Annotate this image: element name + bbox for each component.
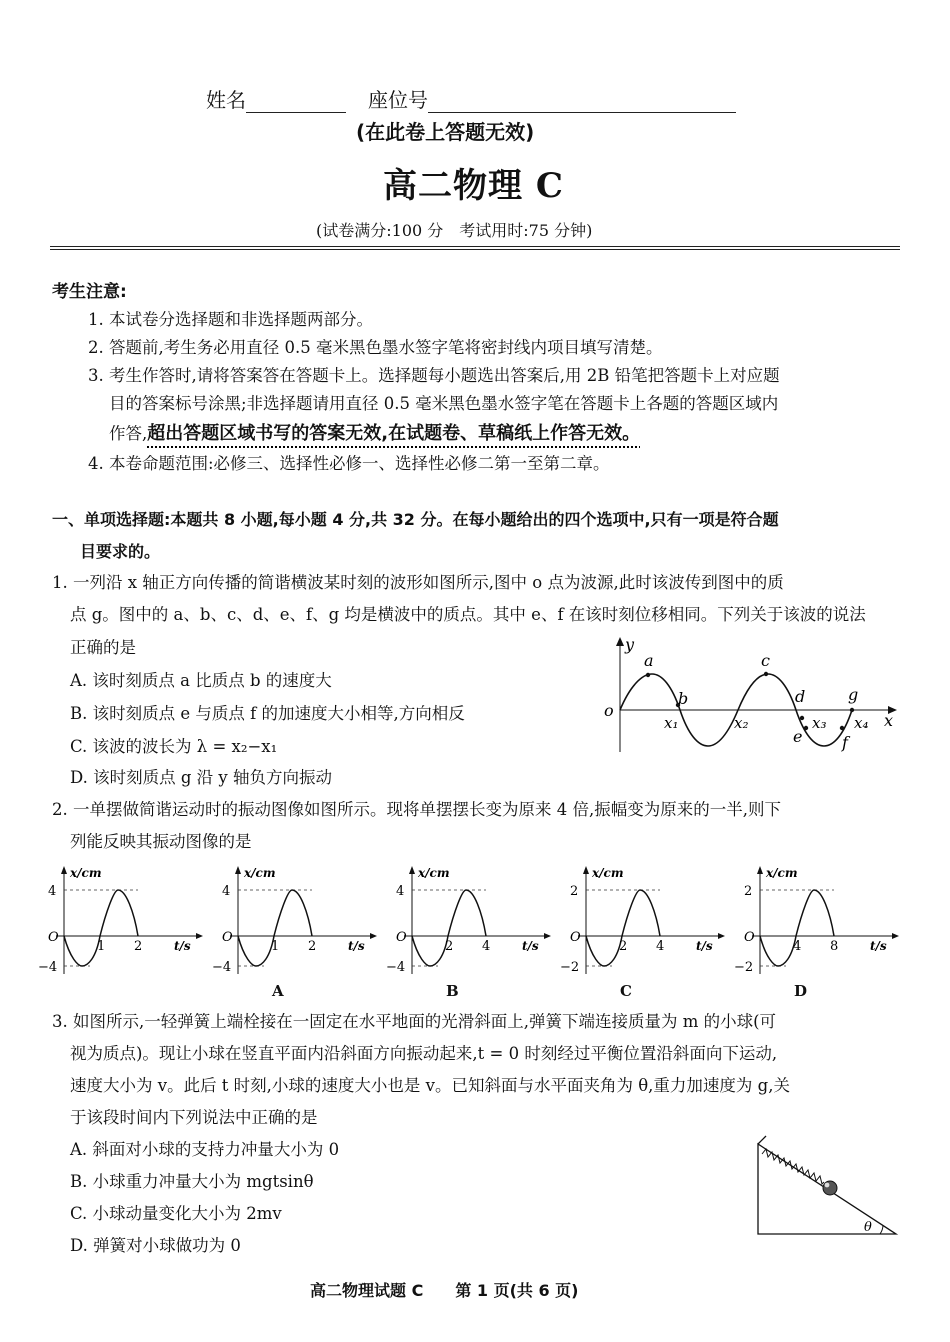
- q2-graph-svg: [560, 862, 730, 982]
- header-divider-top: [50, 246, 900, 247]
- q3-angle-label: θ: [864, 1220, 872, 1235]
- q2-graph-amp: 4: [222, 884, 231, 899]
- q2-graph-label: D: [794, 982, 808, 1000]
- q3-wall-hatch: [758, 1136, 766, 1144]
- q2-graph-x-label: t/s: [174, 939, 191, 953]
- q2-graph-amp: 4: [48, 884, 57, 899]
- q2-graph-origin: O: [570, 930, 581, 945]
- q1-tick-x3: x₃: [812, 714, 827, 732]
- notice-item-3: 3. 考生作答时,请将答案答在答题卡上。选择题每小题选出答案后,用 2B 铅笔把答题卡上对应题: [88, 366, 780, 385]
- q2-graph-mark: [718, 933, 725, 939]
- q2-graph-svg: [212, 862, 382, 982]
- q2-graph-t2: 4: [656, 939, 665, 954]
- q2-graph-t1: 1: [97, 939, 106, 954]
- q2-graph-y-label: x/cm: [244, 866, 276, 880]
- q2-graph-mark: [64, 890, 138, 966]
- q2-graph-y-label: x/cm: [592, 866, 624, 880]
- seat-field[interactable]: [428, 94, 736, 113]
- q2-graph-d[interactable]: [734, 862, 904, 1007]
- q2-graph-amp: 2: [744, 884, 753, 899]
- q3-incline-figure: [752, 1132, 902, 1242]
- q2-graph-mark: [409, 866, 415, 874]
- q1-tick-x2: x₂: [734, 714, 749, 732]
- q2-graph-mark: [61, 866, 67, 874]
- q2-graph-t1: 2: [445, 939, 454, 954]
- q2-graph-svg: [734, 862, 904, 982]
- q2-graph-t1: 4: [793, 939, 802, 954]
- q2-graph-y-label: x/cm: [418, 866, 450, 880]
- notice-item-4: 4. 本卷命题范围:必修三、选择性必修一、选择性必修二第一至第二章。: [88, 454, 610, 473]
- q1-label-a: a: [644, 651, 654, 670]
- q2-graph-t1: 1: [271, 939, 280, 954]
- q1-y-arrow: [616, 637, 624, 646]
- notice-item-3-prefix: 作答,: [109, 424, 148, 443]
- q2-graph-t1: 2: [619, 939, 628, 954]
- q2-graph-x-label: t/s: [522, 939, 539, 953]
- q2-graph-neg-amp: −4: [386, 960, 406, 975]
- q2-graph-y-label: x/cm: [70, 866, 102, 880]
- q2-graph-neg-amp: −2: [734, 960, 754, 975]
- q2-graph-mark: [412, 890, 486, 966]
- q2-graph-given: [38, 862, 208, 1007]
- q2-graph-mark: [238, 890, 312, 966]
- page-title: 高二物理 C: [383, 166, 564, 206]
- q2-stem-line1: 2. 一单摆做简谐运动时的振动图像如图所示。现将单摆摆长变为原来 4 倍,振幅变为原来的一半,则下: [52, 800, 781, 819]
- q2-graph-mark: [892, 933, 899, 939]
- q1-tick-x4: x₄: [854, 714, 869, 732]
- q2-graph-c[interactable]: [560, 862, 730, 1007]
- notice-emphasis: 超出答题区域书写的答案无效,在试题卷、草稿纸上作答无效。: [147, 423, 641, 444]
- invalid-note: (在此卷上答题无效): [356, 120, 535, 144]
- q2-graph-label: A: [272, 982, 284, 1000]
- q1-stem-line2: 点 g。图中的 a、b、c、d、e、f、g 均是横波中的质点。其中 e、f 在该时刻位移相同。下列关于该波的说法: [70, 605, 866, 624]
- q1-label-b: b: [678, 689, 689, 708]
- q2-graph-x-label: t/s: [348, 939, 365, 953]
- q1-x-label: x: [884, 711, 894, 730]
- section1-heading-line2: 目要求的。: [80, 542, 161, 561]
- q2-graph-amp: 4: [396, 884, 405, 899]
- page-footer: 高二物理试题 C 第 1 页(共 6 页): [310, 1281, 579, 1300]
- q1-label-e: e: [793, 727, 803, 746]
- q1-point-a: [646, 673, 650, 677]
- q2-graph-a[interactable]: [212, 862, 382, 1007]
- q2-graph-neg-amp: −4: [38, 960, 58, 975]
- q1-stem-line1: 1. 一列沿 x 轴正方向传播的简谐横波某时刻的波形如图所示,图中 o 点为波源,此时该波传到图中的质: [52, 573, 784, 592]
- q2-graph-mark: [544, 933, 551, 939]
- name-label: 姓名: [206, 88, 246, 112]
- q1-option-a[interactable]: A. 该时刻质点 a 比质点 b 的速度大: [70, 671, 332, 690]
- q2-graph-mark: [370, 933, 377, 939]
- q2-graph-neg-amp: −2: [560, 960, 580, 975]
- q2-graph-origin: O: [222, 930, 233, 945]
- q1-label-g: g: [848, 685, 859, 704]
- q1-point-g: [850, 708, 854, 712]
- q3-option-c[interactable]: C. 小球动量变化大小为 2mv: [70, 1204, 282, 1223]
- q2-graph-mark: [760, 890, 834, 966]
- q1-stem-line3: 正确的是: [70, 638, 136, 657]
- q1-option-d[interactable]: D. 该时刻质点 g 沿 y 轴负方向振动: [70, 768, 332, 787]
- q2-graph-label: C: [620, 982, 632, 1000]
- q1-point-f: [840, 726, 844, 730]
- q3-stem-line3: 速度大小为 v。此后 t 时刻,小球的速度大小也是 v。已知斜面与水平面夹角为 θ,重力加速度为 g,关: [70, 1076, 790, 1095]
- q3-option-b[interactable]: B. 小球重力冲量大小为 mgtsinθ: [70, 1172, 314, 1191]
- q3-ball-highlight: [825, 1183, 830, 1188]
- q2-graph-mark: [757, 866, 763, 874]
- q2-graph-origin: O: [744, 930, 755, 945]
- q1-option-b[interactable]: B. 该时刻质点 e 与质点 f 的加速度大小相等,方向相反: [70, 704, 465, 723]
- q2-graph-neg-amp: −4: [212, 960, 232, 975]
- q2-graph-mark: [586, 890, 660, 966]
- q1-wave-figure: [598, 634, 903, 759]
- section1-heading-line1: 一、单项选择题:本题共 8 小题,每小题 4 分,共 32 分。在每小题给出的四个选项中,只有一项是符合题: [52, 510, 779, 529]
- q2-graph-mark: [235, 866, 241, 874]
- q3-stem-line4: 于该段时间内下列说法中正确的是: [70, 1108, 318, 1127]
- q2-graph-mark: [583, 866, 589, 874]
- q2-graph-svg: [386, 862, 556, 982]
- notice-item-3-cont: 目的答案标号涂黑;非选择题请用直径 0.5 毫米黑色墨水签字笔在答题卡上各题的答题区域内: [109, 394, 779, 413]
- q2-graph-amp: 2: [570, 884, 579, 899]
- q2-graph-svg: [38, 862, 208, 982]
- q3-option-d[interactable]: D. 弹簧对小球做功为 0: [70, 1236, 241, 1255]
- seat-label: 座位号: [368, 88, 428, 112]
- q1-point-d: [800, 716, 804, 720]
- q1-option-c[interactable]: C. 该波的波长为 λ = x₂−x₁: [70, 737, 278, 756]
- q2-graph-x-label: t/s: [696, 939, 713, 953]
- name-seat-line: [206, 84, 736, 113]
- q2-graph-y-label: x/cm: [766, 866, 798, 880]
- q1-label-f: f: [842, 733, 848, 752]
- notice-item-1: 1. 本试卷分选择题和非选择题两部分。: [88, 310, 373, 329]
- q2-graph-label: B: [446, 982, 459, 1000]
- notice-item-3-end: [109, 424, 640, 444]
- q2-stem-line2: 列能反映其振动图像的是: [70, 832, 252, 851]
- q3-option-a[interactable]: A. 斜面对小球的支持力冲量大小为 0: [70, 1140, 340, 1159]
- q1-label-c: c: [761, 651, 770, 670]
- q3-ball: [823, 1181, 837, 1195]
- q2-graph-t2: 8: [830, 939, 839, 954]
- q2-graph-origin: O: [48, 930, 59, 945]
- q1-point-e: [804, 726, 808, 730]
- q2-graph-mark: [196, 933, 203, 939]
- q3-stem-line1: 3. 如图所示,一轻弹簧上端栓接在一固定在水平地面的光滑斜面上,弹簧下端连接质量为 m 的小球(可: [52, 1012, 777, 1031]
- header-divider-bottom: [50, 249, 900, 250]
- q2-graph-b[interactable]: [386, 862, 556, 1007]
- q3-stem-line2: 视为质点)。现让小球在竖直平面内沿斜面方向振动起来,t = 0 时刻经过平衡位置沿斜面向下运动,: [70, 1044, 778, 1063]
- q2-graph-x-label: t/s: [870, 939, 887, 953]
- q1-origin-label: o: [604, 701, 614, 720]
- q2-graph-t2: 2: [308, 939, 317, 954]
- q2-graph-origin: O: [396, 930, 407, 945]
- q2-graph-t2: 2: [134, 939, 143, 954]
- q3-angle-arc: [880, 1225, 883, 1234]
- q1-label-d: d: [795, 687, 806, 706]
- q2-graph-t2: 4: [482, 939, 491, 954]
- notice-item-2: 2. 答题前,考生务必用直径 0.5 毫米黑色墨水签字笔将密封线内项目填写清楚。: [88, 338, 663, 357]
- q1-tick-x1: x₁: [664, 714, 679, 732]
- notice-heading: 考生注意:: [52, 282, 127, 302]
- q1-point-c: [764, 672, 768, 676]
- q1-y-label: y: [625, 635, 635, 654]
- name-field[interactable]: [246, 94, 346, 113]
- score-time: (试卷满分:100 分 考试用时:75 分钟): [316, 221, 593, 240]
